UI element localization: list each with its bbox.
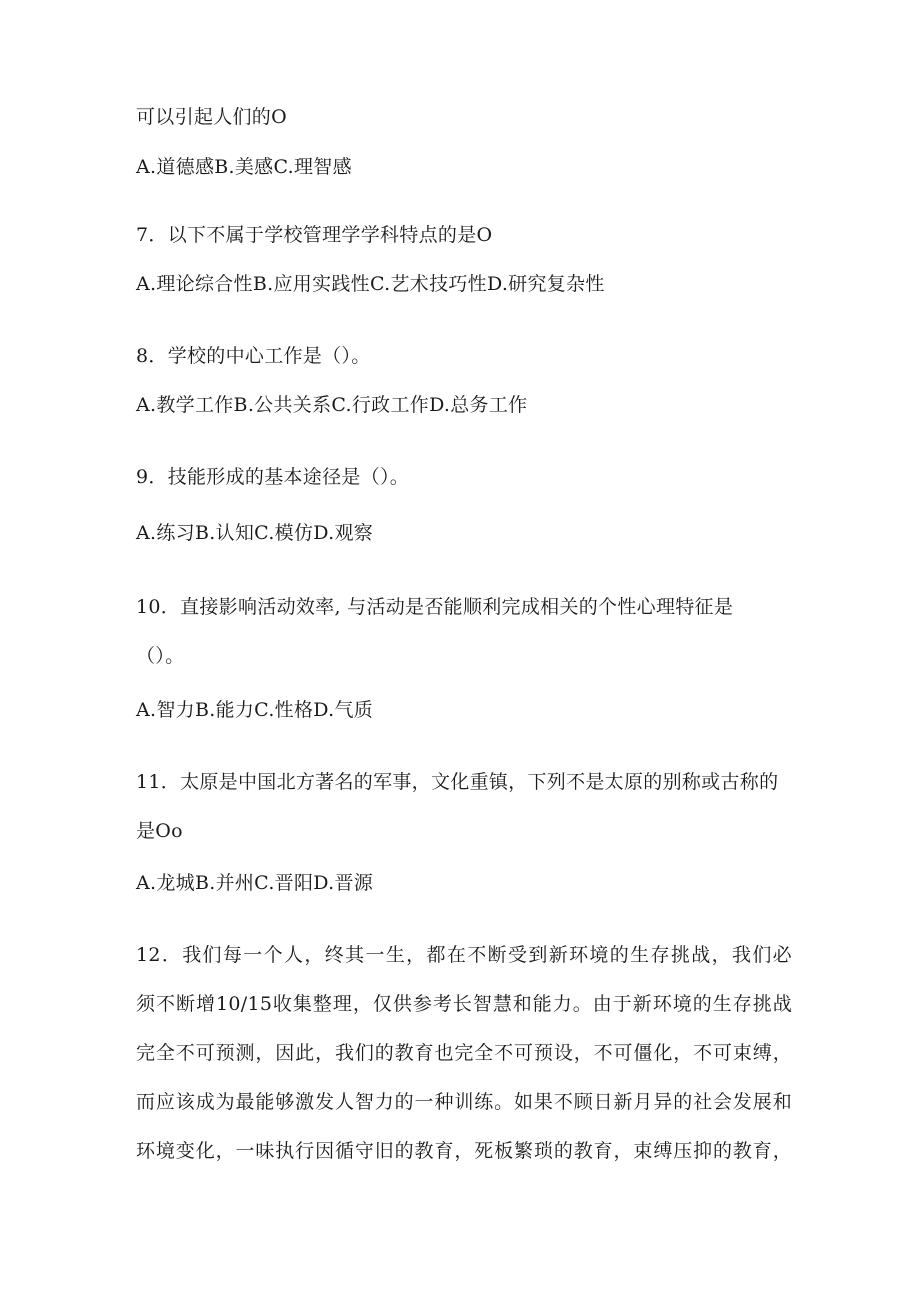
question-9-options: A.练习B.认知C.模仿D.观察: [136, 522, 374, 544]
question-10-options: A.智力B.能力C.性格D.气质: [136, 699, 374, 721]
question-9-stem: 9．技能形成的基本途径是（）。: [136, 466, 410, 488]
question-12-line-2: 须不断增10/15收集整理，仅供参考长智慧和能力。由于新环境的生存挑战: [136, 993, 792, 1015]
question-12-line-3: 完全不可预测，因此，我们的教育也完全不可预设，不可僵化，不可束缚，: [136, 1042, 792, 1064]
question-10-stem-line-2: （）。: [136, 645, 185, 667]
question-12-line-4: 而应该成为最能够激发人智力的一种训练。如果不顾日新月异的社会发展和: [136, 1091, 792, 1113]
question-12-line-1: 12．我们每一个人，终其一生，都在不断受到新环境的生存挑战，我们必: [136, 944, 792, 966]
question-7-stem: 7．以下不属于学校管理学学科特点的是O: [136, 224, 493, 246]
question-6-stem-continued: 可以引起人们的O: [136, 106, 287, 128]
question-11-stem-line-1: 11．太原是中国北方著名的军事，文化重镇，下列不是太原的别称或古称的: [136, 771, 779, 793]
question-7-options: A.理论综合性B.应用实践性C.艺术技巧性D.研究复杂性: [136, 273, 605, 295]
question-12-line-5: 环境变化，一味执行因循守旧的教育，死板繁琐的教育，束缚压抑的教育，: [136, 1140, 792, 1162]
question-10-stem-line-1: 10．直接影响活动效率, 与活动是否能顺利完成相关的个性心理特征是: [136, 596, 734, 618]
question-6-options: A.道德感B.美感C.理智感: [136, 156, 352, 178]
question-11-options: A.龙城B.并州C.晋阳D.晋源: [136, 872, 374, 894]
question-8-options: A.教学工作B.公共关系C.行政工作D.总务工作: [136, 394, 528, 416]
question-11-stem-line-2: 是Oo: [136, 820, 183, 842]
question-8-stem: 8．学校的中心工作是（）。: [136, 345, 371, 367]
